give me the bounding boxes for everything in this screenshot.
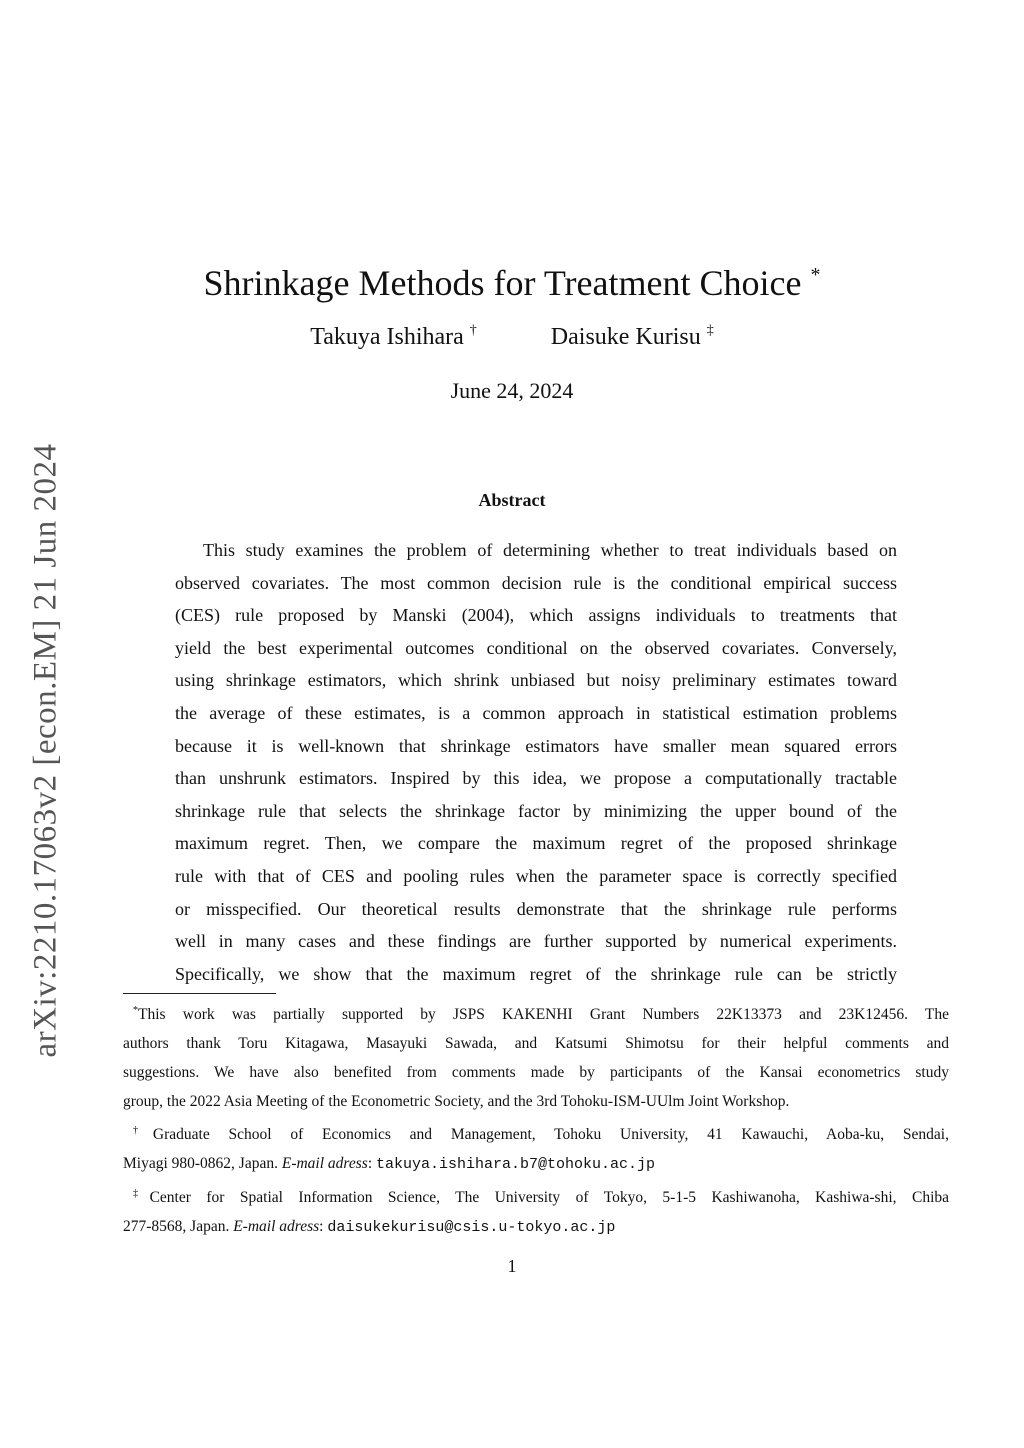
- abstract-line: or misspecified. Our theoretical results demonstrate that the shrinkage rule performs: [175, 898, 897, 919]
- paper-title: [0, 262, 1024, 304]
- author-footnote-mark[interactable]: †: [469, 323, 477, 338]
- abstract-body: [175, 534, 897, 990]
- author-name: Takuya Ishihara: [310, 324, 464, 350]
- abstract-line: Specifically, we show that the maximum regret of the shrinkage rule can be strictly: [175, 963, 897, 984]
- footnote-funding: [123, 996, 949, 1116]
- email-link[interactable]: daisukekurisu@csis.u-tokyo.ac.jp: [327, 1219, 616, 1236]
- abstract-line: yield the best experimental outcomes conditional on the observed covariates. Conversely,: [175, 637, 897, 658]
- footnote-line: 277-8568, Japan. E-mail adress: daisukekurisu@csis.u-tokyo.ac.jp: [123, 1218, 616, 1236]
- abstract-line: because it is well-known that shrinkage estimators have smaller mean squared errors: [175, 735, 897, 756]
- footnote-mark: †: [133, 1125, 153, 1136]
- footnote-line: ‡Center for Spatial Information Science, The University of Tokyo, 5-1-5 Kashiwanoha, Kashiwa-shi, Chiba: [133, 1188, 949, 1206]
- author-list: [0, 323, 1024, 351]
- author-name: Daisuke Kurisu: [550, 324, 701, 350]
- footnote-separator: [123, 993, 276, 994]
- page-number: 1: [507, 1256, 517, 1276]
- footnote-mark: *: [133, 1005, 138, 1016]
- abstract-line: than unshrunk estimators. Inspired by this idea, we propose a computationally tractable: [175, 768, 897, 789]
- email-label: E-mail adress: [281, 1155, 368, 1172]
- abstract-line: maximum regret. Then, we compare the maximum regret of the proposed shrinkage: [175, 833, 897, 854]
- abstract-line: observed covariates. The most common decision rule is the conditional empirical success: [175, 572, 897, 593]
- footnote-line: *This work was partially supported by JSPS KAKENHI Grant Numbers 22K13373 and 23K12456. The: [133, 1005, 949, 1023]
- title-footnote-mark[interactable]: *: [810, 264, 821, 287]
- footnote-line: †Graduate School of Economics and Management, Tohoku University, 41 Kawauchi, Aoba-ku, Sendai,: [133, 1125, 949, 1143]
- author-2: [551, 323, 714, 351]
- abstract-heading: Abstract: [478, 490, 546, 510]
- footnote-author-2: [123, 1179, 949, 1242]
- abstract-line: This study examines the problem of determining whether to treat individuals based on: [203, 540, 897, 560]
- footnote-line: group, the 2022 Asia Meeting of the Econometric Society, and the 3rd Tohoku-ISM-UUlm Joint Workshop.: [123, 1093, 790, 1110]
- author-1: [310, 323, 477, 351]
- footnote-line: authors thank Toru Kitagawa, Masayuki Sawada, and Katsumi Shimotsu for their helpful comments and: [123, 1035, 949, 1052]
- abstract-line: the average of these estimates, is a common approach in statistical estimation problems: [175, 702, 897, 723]
- abstract-line: shrinkage rule that selects the shrinkage factor by minimizing the upper bound of the: [175, 800, 897, 821]
- author-footnote-mark[interactable]: ‡: [706, 323, 714, 338]
- arxiv-watermark: [22, 430, 70, 1070]
- abstract-line: using shrinkage estimators, which shrink unbiased but noisy preliminary estimates toward: [175, 670, 897, 691]
- footnotes: [123, 996, 949, 1242]
- footnote-author-1: [123, 1116, 949, 1179]
- abstract-line: well in many cases and these findings are further supported by numerical experiments.: [175, 931, 897, 952]
- abstract-line: rule with that of CES and pooling rules when the parameter space is correctly specified: [175, 865, 897, 886]
- footnote-mark: ‡: [133, 1188, 150, 1199]
- email-link[interactable]: takuya.ishihara.b7@tohoku.ac.jp: [376, 1156, 656, 1173]
- email-label: E-mail adress: [233, 1218, 320, 1235]
- footnote-line: suggestions. We have also benefited from comments made by participants of the Kansai econometrics study: [123, 1064, 949, 1081]
- paper-date: June 24, 2024: [450, 378, 574, 403]
- footnote-line: Miyagi 980-0862, Japan. E-mail adress: takuya.ishihara.b7@tohoku.ac.jp: [123, 1155, 656, 1173]
- arxiv-identifier: arXiv:2210.17063v2 [econ.EM] 21 Jun 2024: [27, 443, 64, 1057]
- abstract-line: (CES) rule proposed by Manski (2004), which assigns individuals to treatments that: [175, 605, 897, 626]
- title-text: Shrinkage Methods for Treatment Choice: [203, 263, 802, 304]
